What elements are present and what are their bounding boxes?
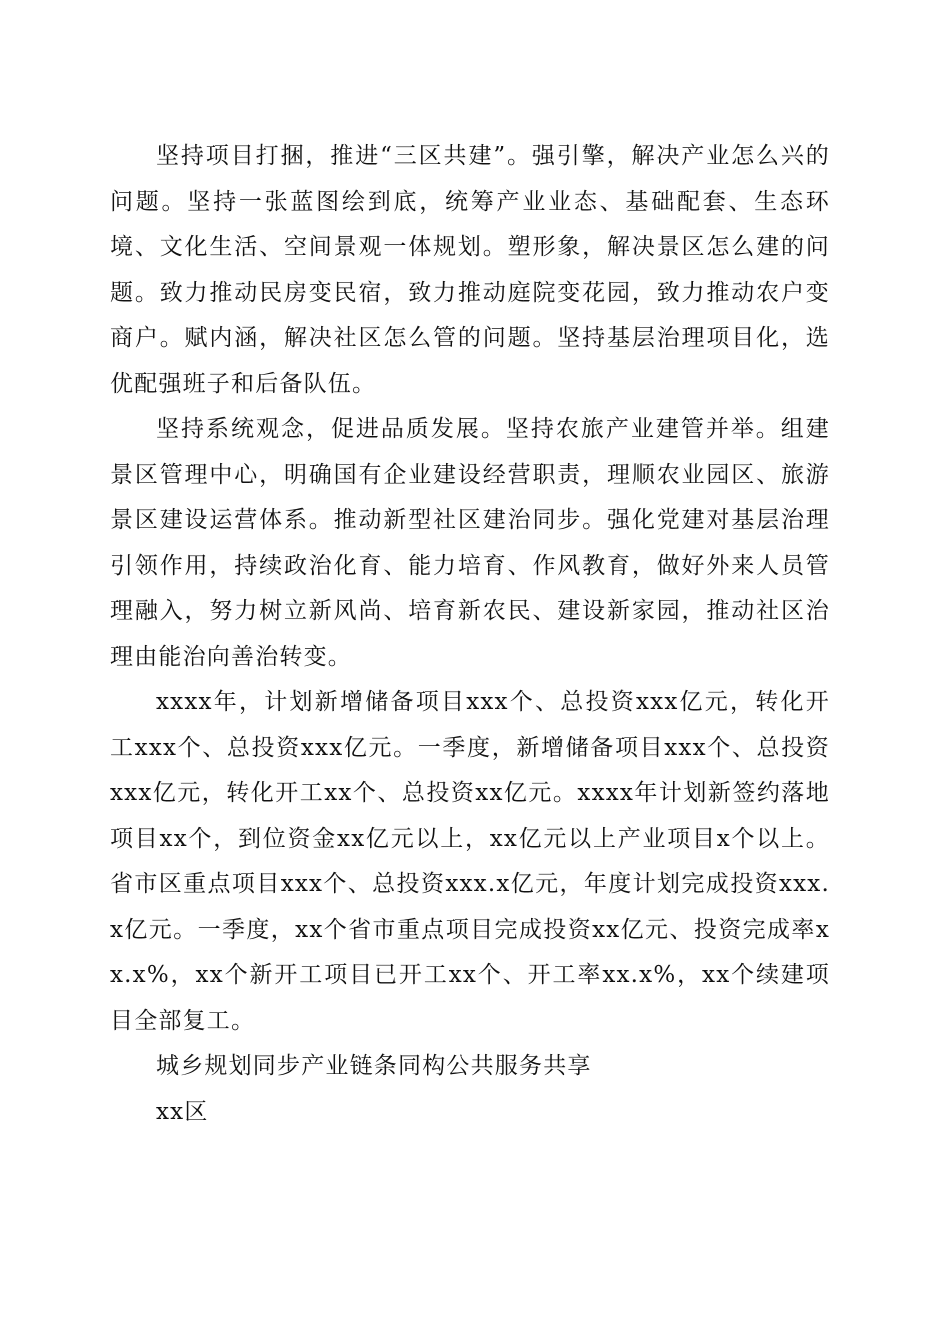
district-line: xx区 bbox=[156, 1098, 209, 1125]
paragraph-investment-figures: xxxx年，计划新增储备项目xxx个、总投资xxx亿元，转化开工xxx个、总投资xxx亿元。一季度，新增储备项目xxx个、总投资xxx亿元，转化开工xx个、总投资xx亿元。xxxx年计划新签约落地项目xx个，到位资金xx亿元以上，xx亿元以上产业项目x个以上。省市区重点项目xxx个、总投资xxx.x亿元，年度计划完成投资xxx.x亿元。一季度，xx个省市重点项目完成投资xx亿元、投资完成率xx.x%，xx个新开工项目已开工xx个、开工率xx.x%，xx个续建项目全部复工。 bbox=[110, 689, 830, 1034]
paragraph-system-concept: 坚持系统观念，促进品质发展。坚持农旅产业建管并举。组建景区管理中心，明确国有企业建设经营职责，理顺农业园区、旅游景区建设运营体系。推动新型社区建治同步。强化党建对基层治理引领作用，持续政治化育、能力培育、作风教育，做好外来人员管理融入，努力树立新风尚、培育新农民、建设新家园，推动社区治理由能治向善治转变。 bbox=[110, 416, 830, 670]
paragraph-three-zones: 坚持项目打捆，推进“三区共建”。强引擎，解决产业怎么兴的问题。坚持一张蓝图绘到底，统筹产业业态、基础配套、生态环境、文化生活、空间景观一体规划。塑形象，解决景区怎么建的问题。致力推动民房变民宿，致力推动庭院变花园，致力推动农户变商户。赋内涵，解决社区怎么管的问题。坚持基层治理项目化，选优配强班子和后备队伍。 bbox=[110, 143, 830, 397]
heading-line: 城乡规划同步产业链条同构公共服务共享 bbox=[156, 1053, 592, 1079]
document-body bbox=[110, 134, 830, 1135]
